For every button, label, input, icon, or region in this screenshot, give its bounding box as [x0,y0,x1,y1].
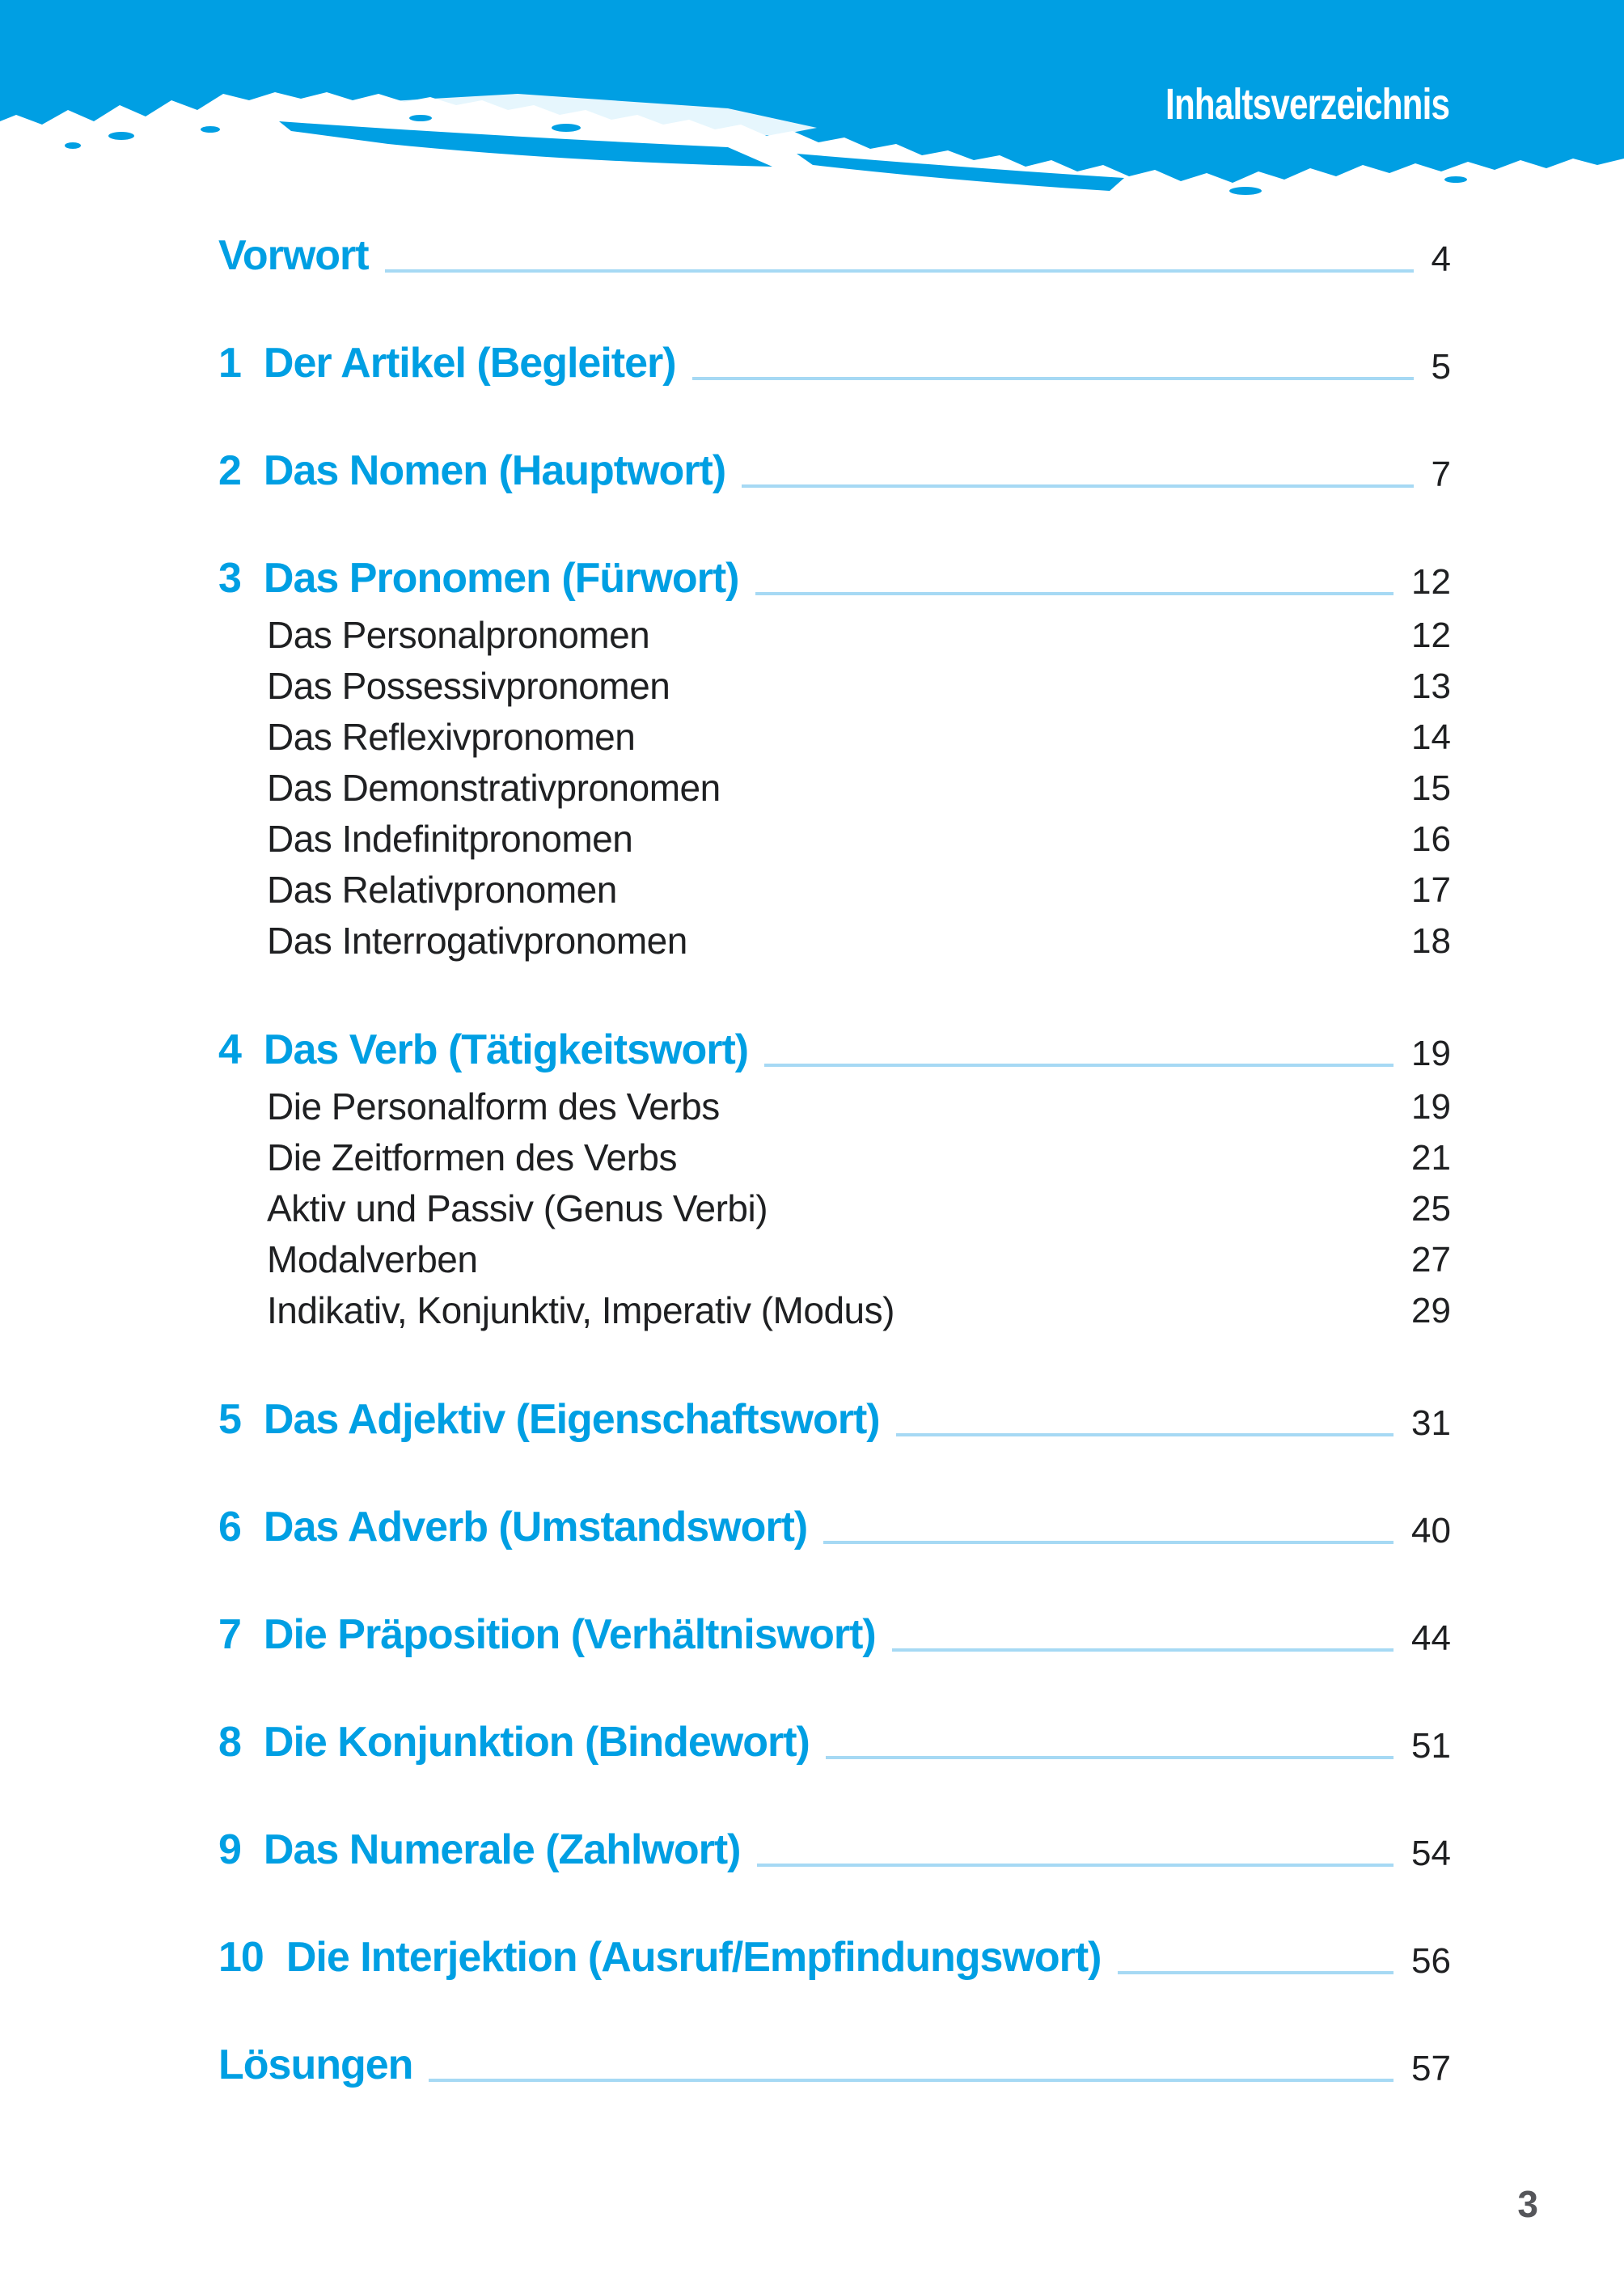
section-title: Das Pronomen (Fürwort) [263,555,739,602]
subitem-title: Das Reflexivpronomen [267,716,636,758]
subitem-title: Indikativ, Konjunktiv, Imperativ (Modus) [267,1289,894,1331]
subitem-page-number: 16 [1411,819,1451,860]
toc-heading-row [218,448,1451,494]
section-page-number: 40 [1411,1510,1451,1551]
subitem-page-number: 14 [1411,717,1451,758]
toc-subitem-row [267,666,1451,707]
subitem-page-number: 29 [1411,1291,1451,1331]
toc-subitem-row [267,1239,1451,1280]
leader-line [742,484,1413,488]
section-page-number: 7 [1431,454,1451,494]
subitem-title: Aktiv und Passiv (Genus Verbi) [267,1187,768,1229]
toc-subitem-row [267,1137,1451,1178]
subitem-title: Das Possessivpronomen [267,665,670,707]
toc-subitem-row [267,615,1451,656]
section-number: 2 [218,447,241,494]
toc-heading-row [218,1935,1451,1981]
section-title: Das Verb (Tätigkeitswort) [263,1026,749,1073]
toc-heading-row [218,1827,1451,1873]
leader-line [823,1541,1394,1544]
leader-line [896,1433,1394,1436]
toc-subitem-row [267,920,1451,962]
section-title: Die Interjektion (Ausruf/Empfindungswort) [285,1934,1102,1981]
toc-subitem-row [267,1086,1451,1127]
subitem-title: Das Relativpronomen [267,869,617,911]
section-title: Vorwort [218,232,369,279]
subitem-page-number: 25 [1411,1189,1451,1229]
leader-line [429,2079,1394,2082]
section-number: 10 [218,1934,264,1981]
leader-line [385,269,1414,273]
section-page-number: 44 [1411,1618,1451,1658]
section-page-number: 51 [1411,1725,1451,1766]
section-page-number: 54 [1411,1833,1451,1873]
toc-heading-row [218,1397,1451,1443]
subitem-page-number: 19 [1411,1087,1451,1127]
section-number: 6 [218,1504,241,1551]
section-page-number: 31 [1411,1402,1451,1443]
leader-line [1118,1971,1394,1974]
toc-heading-row [218,233,1451,279]
section-title: Das Adverb (Umstandswort) [263,1504,808,1551]
section-number: 7 [218,1611,241,1658]
toc-heading-row [218,556,1451,602]
toc-subitem-row [267,1188,1451,1229]
toc-heading-row [218,2042,1451,2088]
section-page-number: 19 [1411,1033,1451,1073]
subitem-title: Die Zeitformen des Verbs [267,1136,678,1178]
section-title: Lösungen [218,2041,413,2088]
subitem-title: Die Personalform des Verbs [267,1085,720,1127]
toc-subitem-row [267,1290,1451,1331]
subitem-title: Das Interrogativpronomen [267,920,687,962]
section-title: Die Präposition (Verhältniswort) [263,1611,876,1658]
toc-heading-row [218,1504,1451,1551]
section-number: 9 [218,1826,241,1873]
section-number: 4 [218,1026,241,1073]
section-title: Das Nomen (Hauptwort) [263,447,726,494]
toc-heading-row [218,341,1451,387]
subitem-page-number: 17 [1411,870,1451,911]
leader-line [757,1864,1394,1867]
subitem-title: Modalverben [267,1238,478,1280]
toc-subitem-row [267,869,1451,911]
leader-line [892,1648,1394,1652]
leader-line [692,377,1414,380]
leader-line [755,592,1394,595]
subitem-title: Das Demonstrativpronomen [267,767,721,809]
subitem-title: Das Personalpronomen [267,614,650,656]
toc-heading-row [218,1027,1451,1073]
section-title: Die Konjunktion (Bindewort) [263,1719,810,1766]
section-title: Der Artikel (Begleiter) [263,340,676,387]
subitem-page-number: 18 [1411,921,1451,962]
subitem-page-number: 15 [1411,768,1451,809]
subitem-page-number: 13 [1411,666,1451,707]
leader-line [764,1064,1394,1067]
section-number: 8 [218,1719,241,1766]
subitem-page-number: 21 [1411,1138,1451,1178]
subitem-page-number: 12 [1411,616,1451,656]
toc-subitem-row [267,768,1451,809]
section-page-number: 57 [1411,2048,1451,2088]
subitem-title: Das Indefinitpronomen [267,818,633,860]
section-number: 5 [218,1396,241,1443]
page-title: Inhaltsverzeichnis [1165,80,1449,129]
toc-subitem-row [267,819,1451,860]
toc-heading-row [218,1720,1451,1766]
section-page-number: 56 [1411,1940,1451,1981]
leader-line [826,1756,1394,1759]
section-title: Das Numerale (Zahlwort) [263,1826,741,1873]
section-number: 3 [218,555,241,602]
section-page-number: 5 [1431,346,1451,387]
section-number: 1 [218,340,241,387]
section-title: Das Adjektiv (Eigenschaftswort) [263,1396,880,1443]
section-page-number: 4 [1431,239,1451,279]
subitem-page-number: 27 [1411,1240,1451,1280]
section-page-number: 12 [1411,561,1451,602]
toc-subitem-row [267,717,1451,758]
toc-heading-row [218,1612,1451,1658]
footer-page-number: 3 [1517,2183,1538,2225]
